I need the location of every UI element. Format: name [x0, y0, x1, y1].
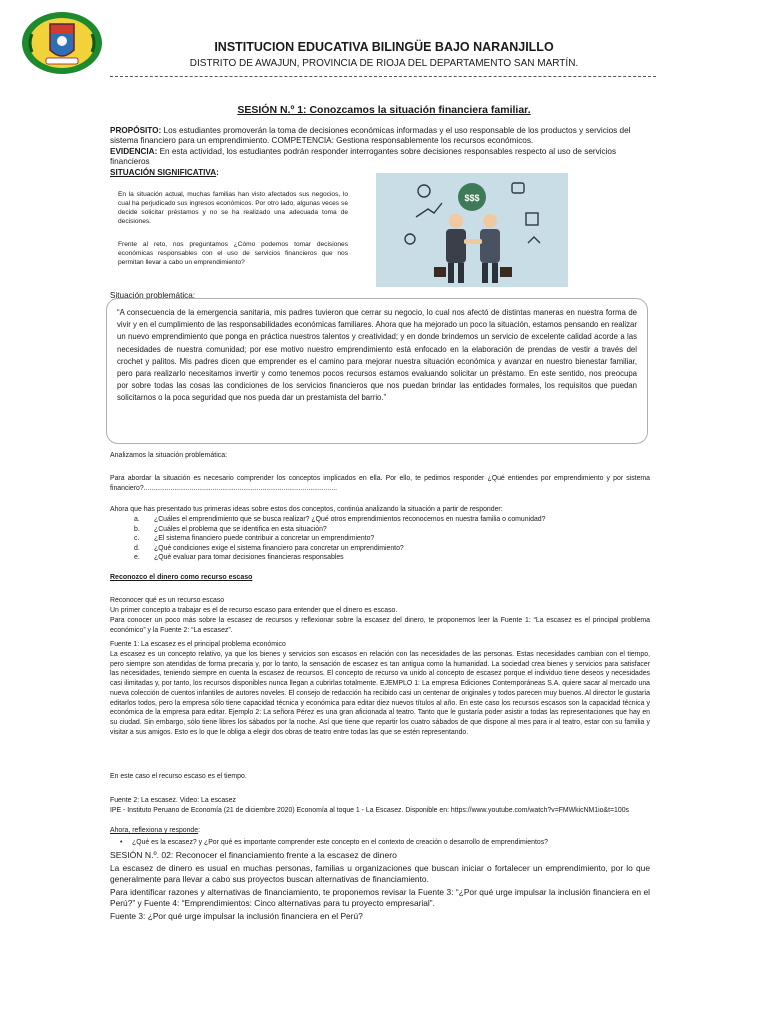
analysis-paragraph: Para abordar la situación es necesario comprender los conceptos implicados en ella. Por ello, te pedimos responder ¿Qué entiendes por emprendimiento y por sistema financiero?..................................................................................................... [110, 475, 650, 492]
problem-label: Situación problemática: [110, 291, 196, 300]
situation-question: Frente al reto, nos preguntamos ¿Cómo podemos tomar decisiones económicas responsables con el uso de servicios financieros que nos permitan llevar a cabo un emprendimiento? [118, 241, 348, 266]
evidencia-paragraph [110, 147, 650, 168]
reflect-label: Ahora, reflexiona y responde [110, 827, 199, 834]
analysis-question-list [134, 515, 654, 563]
fuente3-title: Fuente 3: ¿Por qué urge impulsar la inclusión financiera en el Perú? [110, 911, 363, 921]
list-item: b. ¿Cuáles el problema que se identifica en esta situación? [134, 525, 327, 533]
analysis-heading: Analizamos la situación problemática: [110, 452, 228, 459]
list-item: c. ¿El sistema financiero puede contribuir a concretar un emprendimiento? [134, 535, 375, 543]
list-item: d. ¿Qué condiciones exige el sistema financiero para concretar un emprendimiento? [134, 544, 404, 552]
scarce-line1: Un primer concepto a trabajar es el de recurso escaso para entender que el dinero es escaso. [110, 607, 398, 614]
district-line: DISTRITO DE AWAJUN, PROVINCIA DE RIOJA DEL DEPARTAMENTO SAN MARTÍN. [189, 58, 579, 69]
reflect-colon: : [198, 827, 201, 834]
reflect-heading [110, 826, 650, 836]
scarce-question: Reconocer qué es un recurso escaso [110, 597, 225, 604]
evidencia-label: EVIDENCIA: [110, 146, 158, 156]
fuente2-reference: IPE - Instituto Peruano de Economía (21 de diciembre 2020) Economía al toque 1 - La Escasez. Disponible en: https://www.youtube.com/watch?v=FMWkicNM1io&t=100s [110, 807, 629, 814]
situacion-colon: : [216, 167, 219, 177]
money-sign-text: $$$ [464, 193, 480, 203]
header-divider [110, 76, 656, 77]
session-title: SESIÓN N.º 1: Conozcamos la situación financiera familiar. [237, 104, 531, 116]
scarce-heading: Reconozco el dinero como recurso escaso [110, 574, 253, 581]
situation-intro: En la situación actual, muchas familias han visto afectados sus negocios, lo cual ha perjudicado sus ingresos económicos. Por otro lado, algunas veces se decide solicitar préstamos y no se ha realizado una adecuada toma de decisiones. [118, 191, 348, 225]
session2-paragraph1: La escasez de dinero es usual en muchas personas, familias u organizaciones que buscan iniciar o fortalecer un emprendimiento, por lo que generalmente para llevar a cabo sus proyectos buscan alternativas de financiamiento. [110, 863, 650, 885]
fuente2-title: Fuente 2: La escasez. Video: La escasez [110, 797, 236, 804]
proposito-label: PROPÓSITO: [110, 126, 162, 135]
proposito-paragraph [110, 126, 650, 147]
list-item: a. ¿Cuáles el emprendimiento que se busca realizar? ¿Qué otros emprendimientos reconocemos en nuestra familia o comunidad? [134, 516, 546, 523]
analysis-continue: Ahora que has presentado tus primeras ideas sobre estos dos conceptos, continúa analizando la situación a partir de responder: [110, 506, 503, 513]
fuente1-title: Fuente 1: La escasez es el principal problema económico [110, 641, 286, 648]
proposito-text: Los estudiantes promoverán la toma de decisiones económicas informadas y el uso responsable de los productos y servicios del sistema financiero para un emprendimiento. COMPETENCIA: Gestiona responsablemente los recursos económicos. [110, 126, 631, 146]
reflect-bullet: • ¿Qué es la escasez? y ¿Por qué es importante comprender este concepto en el contexto de creación o desarrollo de emprendimientos? [120, 839, 548, 846]
scarce-line2: Para conocer un poco más sobre la escasez de recursos y reflexionar sobre la escasez del dinero, te proponemos leer la Fuente 1: “La escasez es el principal problema económico” y la Fuente 2: “La escasez”. [110, 617, 650, 634]
fuente1-body: La escasez es un concepto relativo, ya que los bienes y servicios son escasos en relación con las necesidades de las personas. Estas necesidades cambian con el tiempo, pero siempre son atendidas de forma precaria y, por lo tanto, la sensación de escasez es tan antigua como la humanidad. La sociedad crea bienes y servicios para satisfacer las necesidades, teniendo siempre en cuenta la escasez de recursos. El concepto de recurso va unido al concepto de escasez porque el individuo tiene deseos y necesidades casi ilimitadas y, por tanto, los recursos disponibles nunca llegan a cubrirlas totalmente. EJEMPLO 1: La empresa Ediciones Contemporáneas S.A. quiere sacar al mercado una nueva colección de cuentos infantiles de autores noveles. El consejo de redacción ha recibido casi un centenar de originales y todos parecen muy buenos. Al director le gustaría editarlos todos, pero la empresa sólo tiene capacidad técnica y económica para editar diez nuevos títulos al año. En este caso los recursos escasos son la capacidad técnica y económica de la empresa para editar. Ejemplo 2: La señora Pérez es una gran aficionada al teatro. Tanto que le gustaría poder asistir a todas las representaciones que hay en su ciudad. Sin embargo, sólo tiene libres los sábados por la noche. Así que tiene que repartir los cuatro sábados de que dispone al mes para ir al teatro, estar con su familia y visitar a sus amigos. Esto es lo que le obliga a elegir dos obras de teatro entre todas las que se estén representando. [110, 651, 650, 736]
list-item: e. ¿Qué evaluar para tomar decisiones financieras responsables [134, 554, 344, 562]
intro-block [110, 126, 650, 178]
situacion-label: SITUACIÓN SIGNIFICATIVA [110, 167, 217, 177]
problem-quote-box: “A consecuencia de la emergencia sanitaria, mis padres tuvieron que cerrar su negocio, lo cual nos afectó de distintas maneras en nuestra forma de vivir y en el cumplimiento de las responsabilidades económicas familiares. Ahora que ha mejorado un poco la situación, estamos pensando en realizar un nuevo emprendimiento que ponga en práctica nuestros talentos y creatividad; y en donde brindemos un servicio de excelente calidad acorde a las necesidades de nuestra comunidad; por ese motivo nuestro emprendimiento está enfocado en la elaboración de prendas de vestir a través del crochet y palitos. Mis padres dicen que emprender es el camino para mejorar nuestra situación económica y avanzar en nuestro bienestar familiar, pero para realizarlo necesitamos invertir y como tenemos pocos recursos estamos evaluando solicitar un préstamo. En este sentido, nos preocupa por sobre todas las cosas las condiciones de los servicios financieros que nos puedan brindar las entidades formales, los requisitos que puedan solicitarnos o la poca seguridad que nos pueda dar un prestamista del barrio.” [106, 298, 648, 444]
session2-paragraph2: Para identificar razones y alternativas de financiamiento, te proponemos revisar la Fuente 3: “¿Por qué urge impulsar la inclusión financiera en el Perú?” y Fuente 4: “Emprendimientos: Cinco alternativas para tu proyecto empresarial”. [110, 887, 650, 909]
fuente1-closing: En este caso el recurso escaso es el tiempo. [110, 773, 247, 780]
evidencia-text: En esta actividad, los estudiantes podrán responder interrogantes sobre decisiones responsables respecto al uso de servicios financieros [110, 146, 617, 167]
business-handshake-illustration [376, 173, 568, 287]
school-name: INSTITUCION EDUCATIVA BILINGÜE BAJO NARANJILLO [214, 40, 554, 54]
session2-title: SESIÓN N.º. 02: Reconocer el financiamiento frente a la escasez de dinero [110, 850, 397, 860]
